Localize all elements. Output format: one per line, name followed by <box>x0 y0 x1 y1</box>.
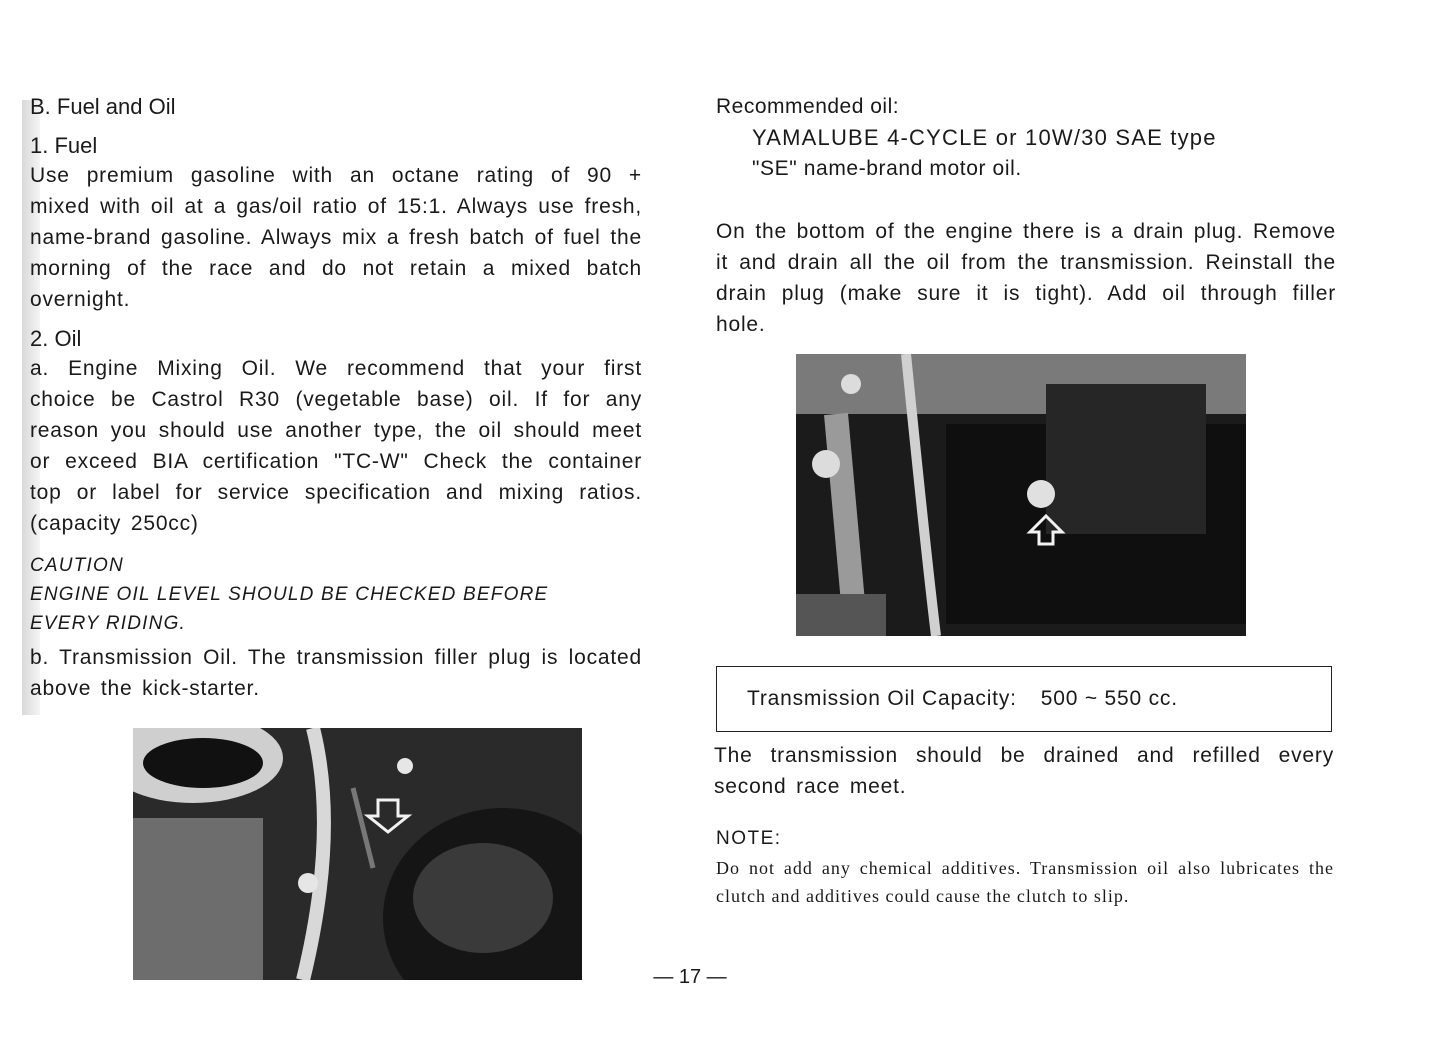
recommended-oil-line-1: YAMALUBE 4-CYCLE or 10W/30 SAE type <box>752 125 1217 150</box>
fuel-paragraph: Use premium gasoline with an octane rating of 90 + mixed with oil at a gas/oil ratio of 15:1. Always use fresh, name-brand gasoline. Always mix a fresh batch of fuel the morning of the race and do not retain a mixed batch overnight. <box>30 164 642 311</box>
capacity-value: 500 ~ 550 cc. <box>1040 687 1178 710</box>
oil-heading: 2. Oil <box>30 326 82 351</box>
caution-title: CAUTION <box>30 555 124 576</box>
fuel-heading: 1. Fuel <box>30 133 98 158</box>
recommended-oil-line-2: "SE" name-brand motor oil. <box>752 157 1022 180</box>
drain-plug-paragraph: On the bottom of the engine there is a drain plug. Remove it and drain all the oil from the transmission. Reinstall the drain plug (make sure it is tight). Add oil through filler hole. <box>716 220 1336 336</box>
note-paragraph: Do not add any chemical additives. Transmission oil also lubricates the clutch and additives could cause the clutch to slip. <box>716 858 1334 906</box>
drain-plug-photo <box>796 354 1246 636</box>
page-number: — 17 — <box>653 966 727 988</box>
capacity-label: Transmission Oil Capacity: <box>747 687 1017 710</box>
caution-line-2: EVERY RIDING. <box>30 613 187 634</box>
caution-line-1: ENGINE OIL LEVEL SHOULD BE CHECKED BEFORE <box>30 584 549 605</box>
note-title: NOTE: <box>716 828 782 849</box>
transmission-oil-paragraph: b. Transmission Oil. The transmission filler plug is located above the kick-starter. <box>30 646 642 700</box>
recommended-oil-label: Recommended oil: <box>716 95 900 118</box>
right-column-lower <box>714 740 1334 910</box>
section-heading: B. Fuel and Oil <box>30 94 176 119</box>
drain-interval-paragraph: The transmission should be drained and refilled every second race meet. <box>714 744 1334 798</box>
oil-capacity-box <box>716 666 1332 732</box>
left-column <box>30 92 642 704</box>
engine-oil-paragraph: a. Engine Mixing Oil. We recommend that your first choice be Castrol R30 (vegetable base) oil. If for any reason you should use another type, the oil should meet or exceed BIA certification "TC-W" Check the container top or label for service specification and mixing ratios. (capacity 250cc) <box>30 357 642 535</box>
filler-plug-photo <box>133 728 582 980</box>
right-column <box>716 92 1336 340</box>
caution-block <box>30 551 642 638</box>
